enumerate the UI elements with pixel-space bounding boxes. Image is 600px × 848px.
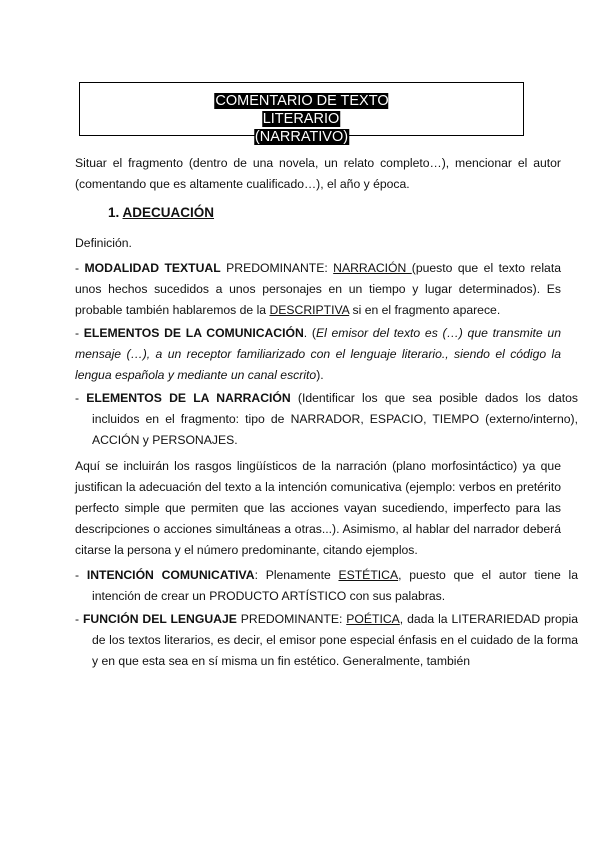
title-line-2: (NARRATIVO) [254, 129, 349, 145]
dash: - [75, 261, 85, 275]
comunicacion-paragraph [75, 323, 561, 386]
modalidad-label: MODALIDAD TEXTUAL [84, 261, 221, 275]
modalidad-value: NARRACIÓN [333, 261, 412, 275]
funcion-value: POÉTICA [346, 612, 400, 626]
narracion-paragraph [75, 388, 578, 451]
section-heading [108, 205, 214, 220]
title-box [79, 82, 524, 145]
modalidad-text2: si en el fragmento aparece. [349, 303, 501, 317]
funcion-label: FUNCIÓN DEL LENGUAJE [82, 612, 237, 626]
section-number: 1. [108, 205, 120, 220]
dash: - [75, 391, 87, 405]
section-title: ADECUACIÓN [122, 205, 215, 220]
comunicacion-close: ). [316, 368, 324, 382]
intencion-text: , puesto que el autor tiene la intención de crear un PRODUCTO ARTÍSTICO con sus palabras. [92, 568, 579, 603]
comunicacion-italic: El emisor del texto es (…) que transmite un mensaje (…), a un receptor familiarizado con el lenguaje literario., siendo el código la lengua española y mediante un canal escrito [75, 326, 561, 382]
modalidad-paragraph [75, 258, 561, 321]
modalidad-pre: PREDOMINANTE: [220, 261, 334, 275]
intencion-paragraph [75, 565, 578, 607]
comunicacion-dot: . ( [303, 326, 316, 340]
intencion-value: ESTÉTICA [338, 568, 399, 582]
dash: - [75, 326, 84, 340]
narracion-label: ELEMENTOS DE LA NARRACIÓN [86, 391, 291, 405]
modalidad-text: (puesto que el texto relata unos hechos sucedidos a unos personajes en un tiempo y lugar determinados). Es probable también hablaremos de la [75, 261, 561, 317]
dash: - [75, 568, 87, 582]
modalidad-value2: DESCRIPTIVA [269, 303, 350, 317]
narracion-text: (Identificar los que sea posible dados los datos incluidos en el fragmento: tipo de NARRADOR, ESPACIO, TIEMPO (externo/interno), ACCIÓN y PERSONAJES. [92, 391, 578, 447]
rasgos-paragraph: Aquí se incluirán los rasgos lingüísticos de la narración (plano morfosintáctico) ya que justifican la adecuación del texto a la intención comunicativa (ejemplo: verbos en pretérito perfecto simple que permiten que las acciones vayan sucediendo, imperfecto para las descripciones o acciones simultáneas a otras...). Asimismo, al hablar del narrador deberá citarse la persona y el número predominante, citando ejemplos. [75, 459, 561, 557]
page-title [191, 92, 413, 146]
dash: - [75, 612, 83, 626]
title-line-1: COMENTARIO DE TEXTO LITERARIO [215, 93, 389, 127]
intro-paragraph: Situar el fragmento (dentro de una novela, un relato completo…), mencionar el autor (comentando que es altamente cualificado…), el año y época. [75, 156, 561, 191]
funcion-pre: PREDOMINANTE: [236, 612, 347, 626]
comunicacion-label: ELEMENTOS DE LA COMUNICACIÓN [83, 326, 304, 340]
intencion-pre: : Plenamente [254, 568, 339, 582]
funcion-text: , dada la LITERARIEDAD propia de los textos literarios, es decir, el emisor pone especial énfasis en el cuidado de la forma y en que esta sea en sí misma un fin estético. Generalmente, también [92, 612, 579, 668]
intencion-label: INTENCIÓN COMUNICATIVA [86, 568, 255, 582]
definition-line: Definición. [75, 236, 132, 250]
funcion-paragraph [75, 609, 578, 672]
